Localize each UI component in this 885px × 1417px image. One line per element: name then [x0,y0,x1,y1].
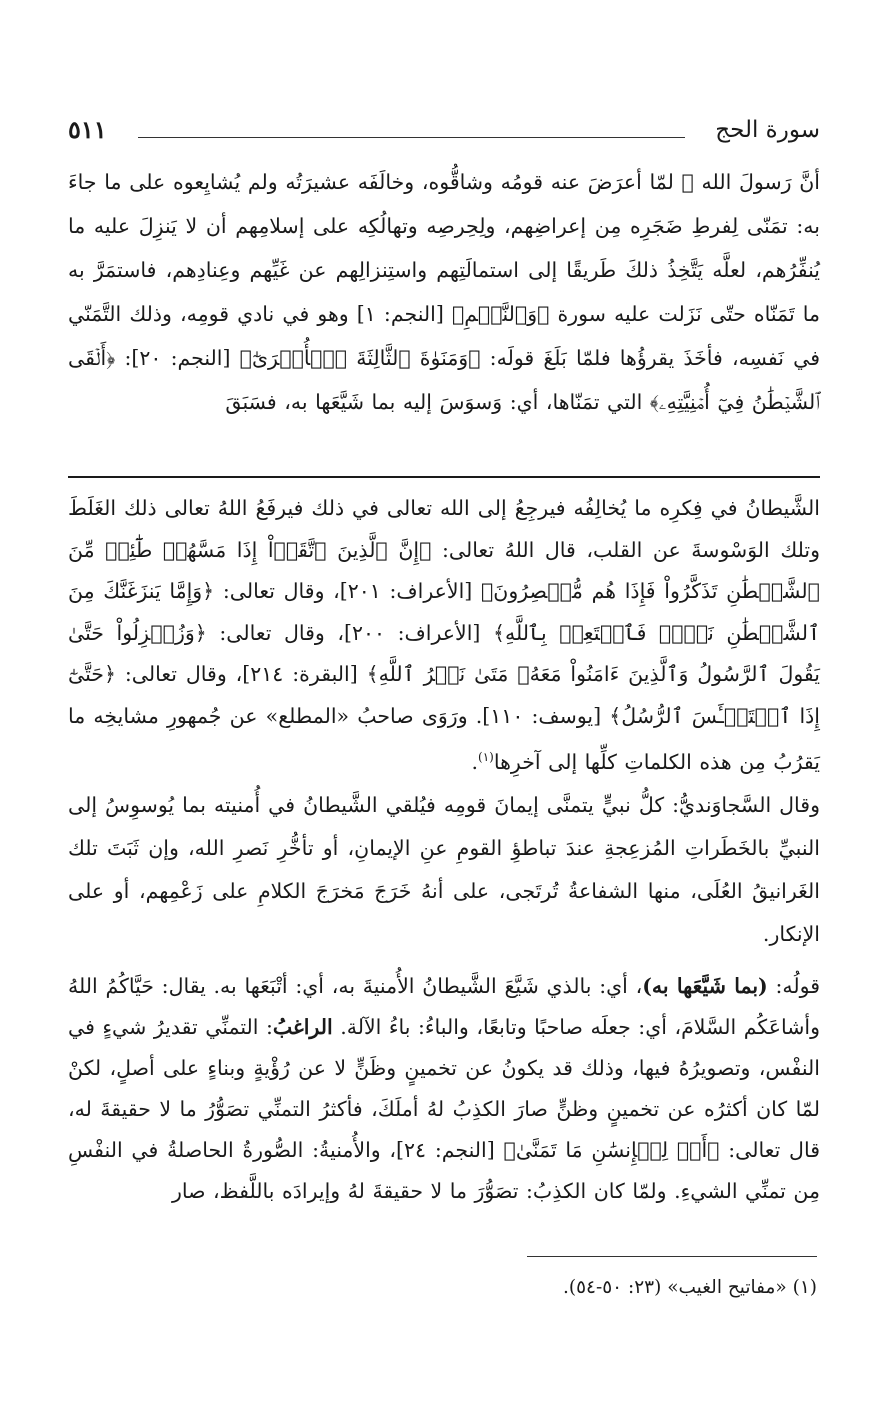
header-rule [138,137,685,138]
page-header [68,112,820,152]
gloss-paragraph-1: الشَّيطانُ في فِكرِه ما يُخالِفُه فيرجِعُ إلى الله تعالى في ذلك فيرفَعُ اللهُ تعالى ذلك الغَلَطَ وتلك الوَسْوسةَ عن القلب، قال اللهُ تعالى: ﴿إِنَّ ٱلَّذِينَ ٱتَّقَوۡاْ إِذَا مَسَّهُمۡ طَٰٓئِفٞ مِّنَ ٱلشَّيۡطَٰنِ تَذَكَّرُواْ فَإِذَا هُم مُّبۡصِرُونَ﴾ [الأعراف: ٢٠١]، وقال تعالى: ﴿وَإِمَّا يَنزَغَنَّكَ مِنَ ٱلشَّيۡطَٰنِ نَزۡغٞ فَٱسۡتَعِذۡ بِٱللَّهِ﴾ [الأعراف: ٢٠٠]، وقال تعالى: ﴿وَزُلۡزِلُواْ حَتَّىٰ يَقُولَ ٱلرَّسُولُ وَٱلَّذِينَ ءَامَنُواْ مَعَهُۥ مَتَىٰ نَصۡرُ ٱللَّهِ﴾ [البقرة: ٢١٤]، وقال تعالى: ﴿حَتَّىٰٓ إِذَا ٱسۡتَيۡـَٔسَ ٱلرُّسُلُ﴾ [يوسف: ١١٠]. ورَوَى صاحبُ «المطلع» عن جُمهورِ مشايخِه ما يَقرُبُ مِن هذه الكلماتِ كلِّها إلى آخرِها$^{(١)}$. [68,496,821,774]
quoted-phrase: (بما شَيَّعَها به) [642,974,768,998]
gloss-paragraph-3 [68,966,820,1212]
paragraph-text: وقال السَّجاوَنديُّ: كلُّ نبيٍّ يتمنَّى إيمانَ قومِه فيُلقي الشَّيطانُ في أُمنيته بما يُوسوِسُ إلى النبيِّ بالخَطَراتِ المُزعِجةِ عندَ تباطؤِ القومِ عنِ الإيمانِ، أو تأخُّرِ نَصرِ الله، وإن ثَبَتَ تلك الغَرانيقُ العُلَى، منها الشفاعةُ تُرتَجى، على أنهُ خَرَجَ مَخرَجَ الكلامِ على زَعْمِهم، أو على الإنكار. [68,793,820,946]
paragraph-lead: قولُه: [767,974,820,998]
body-line: جاءَ به: تمَنّى لِفرطِ ضَجَرِه مِن إعراضِهم، ولِحِرصِه وتهالُكِه على إسلامِهم أن لا يَنزِلَ [68,170,820,238]
body-line: عليه ما يُنفِّرُهم، لعلَّه يَتَّخِذُ ذلكَ طَريقًا إلى استمالَتِهم واستِنزالِهم عن غَيِّهم وعِنادِهم، [68,214,820,282]
page-number: ٥١١ [68,115,107,144]
paragraph-text: ، أي: بالذي شَيَّعَ الشَّيطانُ الأُمنيةَ به، أي: أتْبَعَها به. يقال: حَيَّاكُمُ اللهُ وأشاعَكُم السَّلامَ، أي: جعلَه صاحبًا وتابعًا، والباءُ: باءُ الآلة. [68,974,820,1039]
footnote-rule [527,1256,817,1257]
paragraph-text: : التمنِّي تقديرُ شيءٍ في النفْس، وتصويرُهُ فيها، وذلك قد يكونُ عن تخمينٍ وظَنٍّ لا عن رُؤْيةٍ وبناءٍ على أصلٍ، لكنْ لمّا كان أكثرُه عن تخمينٍ وظنٍّ صارَ الكذِبُ لهُ أملَكَ، فأكثرُ التمنِّي تصَوُّرُ ما لا حقيقةَ له، قال تعالى: ﴿أَمۡ لِلۡإِنسَٰنِ مَا تَمَنَّىٰ﴾ [النجم: ٢٤]، والأُمنيةُ: الصُّورةُ الحاصلةُ في النفْسِ مِن تمنِّي الشيءِ. ولمّا كان الكذِبُ: تصَوُّرَ ما لا حقيقةَ لهُ وإيرادَه باللَّفظ، صار [68,1015,820,1203]
footnote-marker: (١) [478,750,494,764]
chapter-title: سورة الحج [715,117,820,143]
body-line: وذلك التَّمَنّي في نَفسِه، فأخَذَ يقرؤُها فلمّا بَلَغَ قولَه: ﴿وَمَنَوٰةَ ٱلثَّالِثَةَ ٱلۡأُخۡرَىٰٓ﴾ [النجم: [68,302,820,370]
body-line: ٢٠]: ﴿أَلۡقَى ٱلشَّيۡطَٰنُ فِيٓ أُمۡنِيَّتِهِۦ﴾ التي تمَنّاها، أي: وَسوَسَ إليه بما شَيَّعَها به، فسَبَقَ [68,346,820,414]
footnote: (١) «مفاتيح الغيب» (٢٣: ٥٠-٥٤). [562,1277,817,1298]
top-commentary-block [68,160,820,424]
body-line: فاستمَرَّ به ما تَمَنّاه حتّى نَزَلت عليه سورة ﴿وَٱلنَّجۡمِ﴾ [النجم: ١] وهو في نادي قومِه، [68,258,821,326]
section-separator [68,476,820,478]
gloss-paragraph-2 [68,784,820,956]
cited-author: الراغبُ [272,1015,333,1039]
paragraph-text: الشَّيطانُ في فِكرِه ما يُخالِفُه فيرجِعُ إلى الله تعالى في ذلك فيرفَعُ اللهُ تعالى ذلك الغَلَطَ وتلك الوَسْوسةَ عن القلب، قال اللهُ تعالى: ﴿إِنَّ ٱلَّذِينَ ٱتَّقَوۡاْ إِذَا مَسَّهُمۡ طَٰٓئِفٞ مِّنَ ٱلشَّيۡطَٰنِ تَذَكَّرُواْ فَإِذَا هُم مُّبۡصِرُونَ﴾ [الأعراف: ٢٠١]، وقال تعالى: ﴿وَإِمَّا يَنزَغَنَّكَ مِنَ ٱلشَّيۡطَٰنِ نَزۡغٞ فَٱسۡتَعِذۡ بِٱللَّهِ﴾ [الأعراف: ٢٠٠]، وقال تعالى: ﴿وَزُلۡزِلُواْ حَتَّىٰ يَقُولَ ٱلرَّسُولُ وَٱلَّذِينَ ءَامَنُواْ مَعَهُۥ مَتَىٰ نَصۡرُ ٱللَّهِ﴾ [البقرة: ٢١٤]، وقال تعالى: ﴿حَتَّىٰٓ إِذَا ٱسۡتَيۡـَٔسَ ٱلرُّسُلُ﴾ [يوسف: ١١٠]. ورَوَى صاحبُ «المطلع» عن جُمهورِ مشايخِه ما يَقرُبُ مِن هذه الكلماتِ كلِّها إلى آخرِها [68,496,821,774]
body-line: أنَّ رَسولَ الله ﷺ لمّا أعرَضَ عنه قومُه وشاقُّوه، وخالَفَه عشيرَتُه ولم يُشايِعوه على ما [104,170,820,194]
